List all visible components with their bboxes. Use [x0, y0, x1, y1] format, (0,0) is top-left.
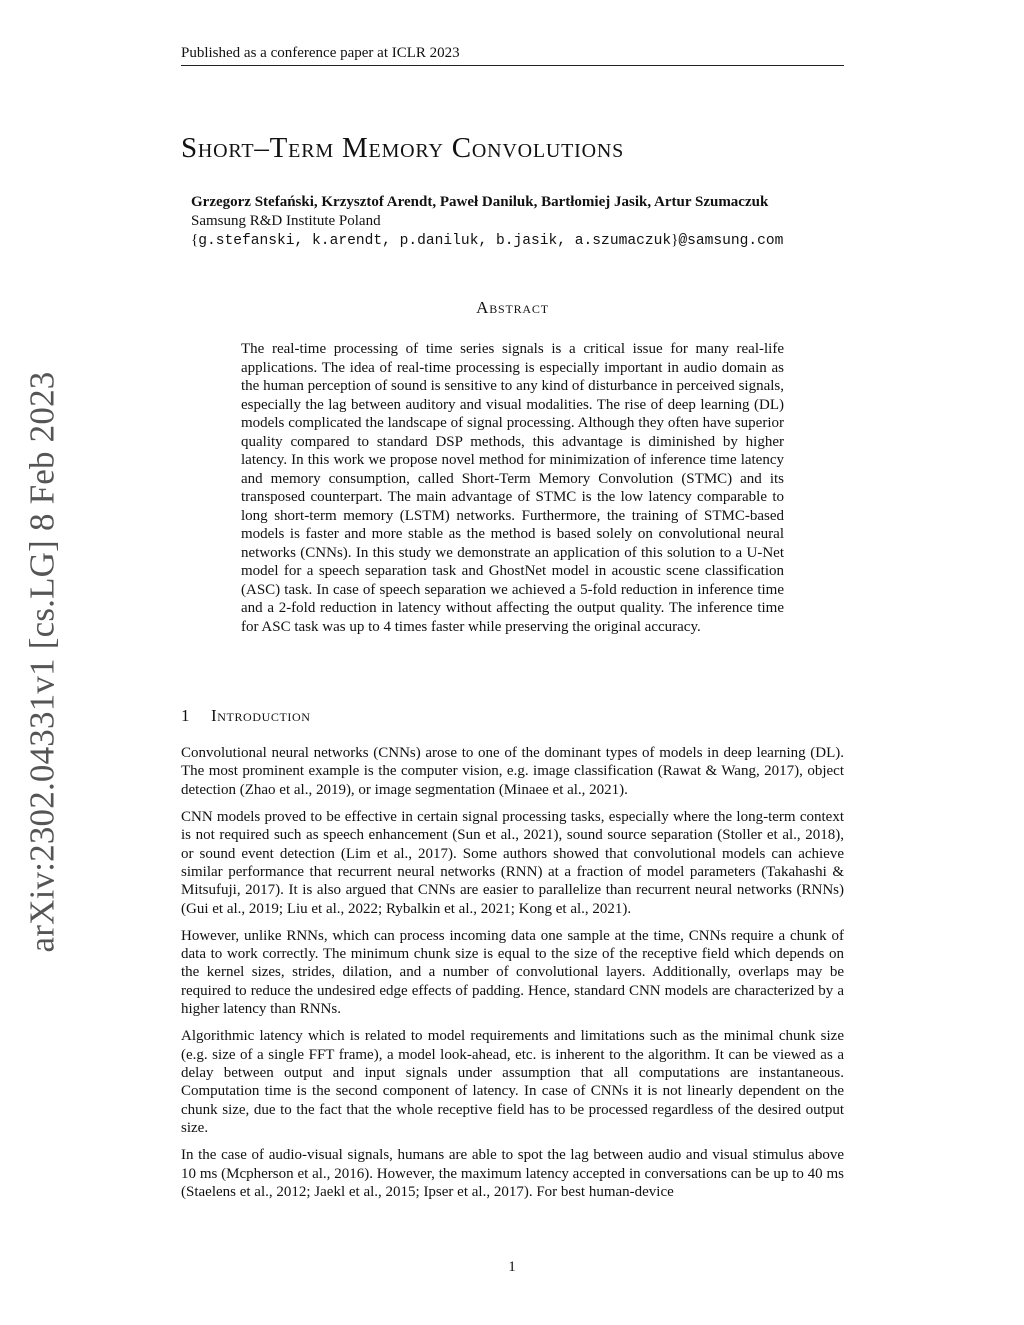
arxiv-identifier [20, 364, 64, 960]
paragraph: Convolutional neural networks (CNNs) arose to one of the dominant types of models in deep learning (DL). The most prominent example is the computer vision, e.g. image classification (Rawat & Wang, 2017), object detection (Zhao et al., 2019), or image segmentation (Minaee et al., 2021). [181, 745, 844, 798]
email-usernames: g.stefanski, k.arendt, p.daniluk, b.jasik, a.szumaczuk [198, 233, 672, 249]
paragraph: Algorithmic latency which is related to model requirements and limitations such as the minimal chunk size (e.g. size of a single FFT frame), a model look-ahead, etc. is inherent to the algorithm. It can be viewed as a delay between output and input signals under assumption that all computations are instantaneous. Computation time is the second component of latency. In case of CNNs it is not linearly dependent on the chunk size, due to the fact that the whole receptive field has to be processed regardless of the desired output size. [181, 1028, 844, 1137]
paper-title: Short–Term Memory Convolutions [181, 132, 624, 164]
section-number: 1 [181, 706, 191, 725]
page-number: 1 [508, 1259, 516, 1275]
running-header: Published as a conference paper at ICLR 2023 [181, 44, 844, 66]
email-brace-close: } [671, 232, 679, 248]
author-emails [191, 231, 911, 251]
section-heading-introduction [181, 705, 844, 727]
paragraph: In the case of audio-visual signals, humans are able to spot the lag between audio and visual stimulus above 10 ms (Mcpherson et al., 2016). However, the maximum latency accepted in conversations can be up to 40 ms (Staelens et al., 2012; Jaekl et al., 2015; Ipser et al., 2017). For best human-device [181, 1147, 844, 1200]
section-title: Introduction [211, 706, 311, 725]
arxiv-identifier-text: arXiv:2302.04331v1 [cs.LG] 8 Feb 2023 [22, 371, 61, 953]
abstract-text: The real-time processing of time series signals is a critical issue for many real-life applications. The idea of real-time processing is especially important in audio domain as the human perception of sound is sensitive to any kind of disturbance in perceived signals, especially the lag between auditory and visual modalities. The rise of deep learning (DL) models complicated the landscape of signal processing. Although they often have superior quality compared to standard DSP methods, this advantage is diminished by higher latency. In this work we propose novel method for minimization of inference time latency and memory consumption, called Short-Term Memory Convolution (STMC) and its transposed counterpart. The main advantage of STMC is the low latency comparable to long short-term memory (LSTM) networks. Furthermore, the training of STMC-based models is faster and more stable as the method is based solely on convolutional neural networks (CNNs). In this study we demonstrate an application of this solution to a U-Net model for a speech separation task and GhostNet model in acoustic scene classification (ASC) task. In case of speech separation we achieved a 5-fold reduction in inference time and a 2-fold reduction in latency without affecting the output quality. The inference time for ASC task was up to 4 times faster while preserving the original accuracy. [241, 341, 784, 635]
email-domain: @samsung.com [678, 233, 784, 249]
email-brace-open: { [191, 232, 199, 248]
affiliation: Samsung R&D Institute Poland [191, 213, 381, 229]
abstract-heading: Abstract [476, 298, 549, 317]
author-list: Grzegorz Stefański, Krzysztof Arendt, Paweł Daniluk, Bartłomiej Jasik, Artur Szumaczuk [191, 194, 769, 210]
paragraph: CNN models proved to be effective in certain signal processing tasks, especially where the long-term context is not required such as speech enhancement (Sun et al., 2021), sound source separation (Stoller et al., 2018), or sound event detection (Lim et al., 2017). Some authors showed that convolutional models can achieve similar performance that recurrent neural networks (RNN) at a fraction of model parameters (Takahashi & Mitsufuji, 2017). It is also argued that CNNs are easier to parallelize than recurrent neural networks (RNNs) (Gui et al., 2019; Liu et al., 2022; Rybalkin et al., 2021; Kong et al., 2021). [181, 808, 844, 917]
introduction-body [181, 744, 844, 1210]
paragraph: However, unlike RNNs, which can process incoming data one sample at the time, CNNs require a chunk of data to work correctly. The minimum chunk size is equal to the size of the receptive field which depends on the kernel sizes, strides, dilation, and a number of convolutional layers. Additionally, overlaps may be required to reduce the undesired edge effects of padding. Hence, standard CNN models are characterized by a higher latency than RNNs. [181, 927, 844, 1018]
